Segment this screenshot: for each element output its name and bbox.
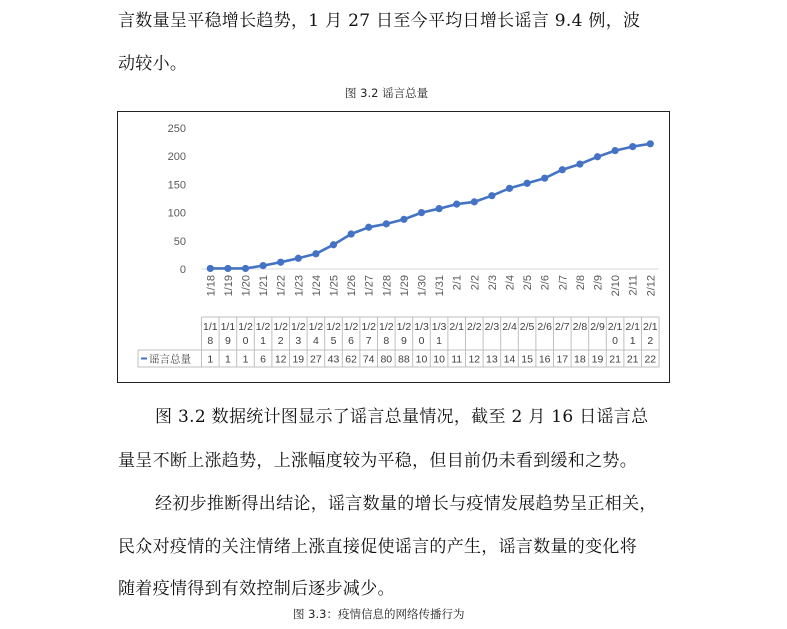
table-value-cell: 22 bbox=[644, 353, 657, 366]
table-header-cell: 2/1 bbox=[449, 321, 465, 333]
table-header-cell: 3 bbox=[295, 335, 302, 347]
table-header-cell: 1/2 bbox=[255, 321, 271, 333]
data-point bbox=[365, 224, 372, 231]
table-value-cell: 21 bbox=[609, 353, 621, 366]
table-value-cell: 15 bbox=[521, 353, 533, 366]
table-value-cell: 18 bbox=[574, 353, 586, 366]
table-value-cell: 62 bbox=[345, 353, 357, 366]
data-point bbox=[453, 201, 460, 208]
table-value-cell: 16 bbox=[538, 353, 551, 366]
table-value-cell: 12 bbox=[274, 353, 287, 366]
table-header-cell: 2/9 bbox=[590, 321, 605, 333]
data-point bbox=[576, 160, 583, 167]
table-header-cell: 2/2 bbox=[466, 321, 482, 333]
data-point bbox=[348, 230, 355, 237]
paragraph-line: 图 3.2 数据统计图显示了谣言总量情况，截至 2 月 16 日谣言总 bbox=[155, 407, 649, 427]
y-tick-label: 0 bbox=[179, 264, 186, 276]
table-header-cell: 1/2 bbox=[361, 321, 377, 333]
paragraph-line: 动较小。 bbox=[118, 54, 188, 74]
table-value-cell: 17 bbox=[556, 353, 569, 366]
paragraph-line: 言数量呈平稳增长趋势，1 月 27 日至今平均日增长谣言 9.4 例，波 bbox=[118, 11, 641, 31]
table-value-cell: 10 bbox=[415, 353, 428, 366]
table-header-cell: 1/2 bbox=[378, 321, 394, 333]
data-point bbox=[295, 255, 302, 262]
data-point bbox=[242, 265, 249, 272]
table-value-cell: 14 bbox=[503, 353, 516, 366]
table-series-label: 谣言总量 bbox=[149, 353, 191, 366]
table-value-cell: 10 bbox=[433, 353, 445, 366]
table-header-cell: 6 bbox=[348, 335, 355, 347]
data-point bbox=[506, 185, 513, 192]
table-header-cell: 1/1 bbox=[220, 321, 236, 333]
x-tick-label: 2/1 bbox=[451, 275, 464, 291]
table-header-cell: 1/2 bbox=[273, 321, 289, 333]
x-tick-label: 1/28 bbox=[381, 275, 394, 297]
table-header-cell: 2/8 bbox=[572, 321, 588, 333]
x-tick-label: 1/19 bbox=[222, 275, 235, 297]
table-header-cell: 1/2 bbox=[308, 321, 324, 333]
table-header-cell: 2/1 bbox=[642, 321, 658, 333]
paragraph-line: 量呈不断上涨趋势，上涨幅度较为平稳，但目前仍未看到缓和之势。 bbox=[118, 451, 637, 471]
x-tick-label: 1/20 bbox=[240, 275, 253, 297]
table-header-cell: 1 bbox=[436, 335, 443, 347]
data-point bbox=[541, 175, 548, 182]
data-point bbox=[612, 147, 619, 154]
data-point bbox=[436, 205, 443, 212]
table-value-cell: 13 bbox=[486, 353, 498, 366]
y-tick-label: 150 bbox=[167, 179, 186, 192]
table-value-cell: 1 bbox=[207, 353, 214, 366]
table-header-cell: 1/2 bbox=[238, 321, 253, 333]
table-header-cell: 2/1 bbox=[607, 321, 623, 333]
table-header-cell: 1/2 bbox=[396, 321, 412, 333]
table-header-cell: 9 bbox=[400, 335, 407, 347]
paragraph-line: 民众对疫情的关注情绪上涨直接促使谣言的产生，谣言数量的变化将 bbox=[118, 537, 637, 557]
x-tick-label: 2/11 bbox=[627, 275, 640, 296]
figure-caption: 图 3.2 谣言总量 bbox=[345, 86, 429, 100]
data-point bbox=[312, 250, 319, 257]
x-tick-label: 1/23 bbox=[293, 275, 306, 297]
table-header-cell: 0 bbox=[242, 335, 249, 347]
x-tick-label: 2/12 bbox=[645, 275, 658, 297]
data-point bbox=[418, 209, 425, 216]
x-tick-label: 2/6 bbox=[539, 275, 552, 291]
table-header-cell: 8 bbox=[207, 335, 214, 347]
table-header-cell: 2/1 bbox=[625, 321, 641, 333]
table-header-cell: 4 bbox=[312, 335, 319, 347]
table-value-cell: 11 bbox=[451, 353, 463, 366]
paragraph-line: 随着疫情得到有效控制后逐步减少。 bbox=[118, 579, 395, 599]
x-tick-label: 2/10 bbox=[610, 274, 623, 297]
table-value-cell: 74 bbox=[362, 353, 375, 366]
table-header-cell: 2/7 bbox=[554, 321, 570, 333]
x-tick-label: 2/4 bbox=[504, 275, 517, 291]
data-point bbox=[488, 192, 495, 199]
x-tick-label: 1/22 bbox=[275, 275, 288, 297]
chart-frame bbox=[117, 111, 670, 383]
table-header-cell: 5 bbox=[330, 335, 337, 347]
y-tick-label: 200 bbox=[167, 151, 186, 164]
x-tick-label: 2/3 bbox=[486, 275, 499, 291]
x-tick-label: 1/18 bbox=[205, 275, 218, 297]
x-tick-label: 1/29 bbox=[398, 275, 411, 297]
table-header-cell: 0 bbox=[612, 335, 619, 347]
x-tick-label: 1/26 bbox=[346, 275, 359, 297]
paragraph-line: 经初步推断得出结论，谣言数量的增长与疫情发展趋势呈正相关， bbox=[155, 494, 657, 514]
data-point bbox=[471, 198, 478, 205]
x-tick-label: 2/9 bbox=[592, 275, 605, 291]
table-value-cell: 88 bbox=[398, 353, 410, 366]
data-point bbox=[330, 241, 337, 248]
x-tick-label: 1/27 bbox=[363, 275, 376, 297]
table-header-cell: 2 bbox=[277, 335, 284, 347]
table-header-cell: 1/2 bbox=[290, 321, 306, 333]
table-header-cell: 1/3 bbox=[414, 321, 429, 333]
table-header-cell: 1 bbox=[629, 335, 636, 347]
next-figure-caption: 图 3.3：疫情信息的网络传播行为 bbox=[293, 607, 465, 621]
data-point bbox=[594, 153, 601, 160]
table-header-cell: 1/1 bbox=[202, 321, 218, 333]
series-line bbox=[210, 144, 650, 269]
table-header-cell: 2/3 bbox=[484, 321, 500, 333]
table-value-cell: 6 bbox=[260, 353, 267, 366]
table-value-cell: 19 bbox=[292, 353, 305, 366]
x-tick-label: 1/24 bbox=[310, 275, 323, 297]
data-point bbox=[260, 262, 267, 269]
x-tick-label: 1/21 bbox=[258, 275, 271, 297]
table-header-cell: 9 bbox=[224, 335, 231, 347]
table-header-cell: 2/4 bbox=[502, 321, 517, 333]
table-value-cell: 19 bbox=[591, 353, 604, 366]
y-tick-label: 250 bbox=[167, 123, 186, 135]
table-value-cell: 12 bbox=[468, 353, 481, 366]
data-point bbox=[383, 220, 390, 227]
table-value-cell: 1 bbox=[224, 353, 231, 366]
data-point bbox=[629, 143, 636, 150]
x-tick-label: 1/25 bbox=[328, 275, 341, 297]
table-value-cell: 80 bbox=[380, 353, 393, 366]
x-tick-label: 2/7 bbox=[557, 275, 570, 291]
table-value-cell: 1 bbox=[242, 353, 249, 366]
data-point bbox=[647, 140, 654, 147]
table-header-cell: 1/2 bbox=[326, 321, 341, 333]
table-value-cell: 21 bbox=[626, 353, 639, 366]
table-header-cell: 0 bbox=[418, 335, 425, 347]
table-header-cell: 1/3 bbox=[431, 321, 447, 333]
line-chart bbox=[118, 112, 671, 384]
table-header-cell: 2 bbox=[647, 335, 654, 347]
data-point bbox=[559, 166, 566, 173]
table-header-cell: 2/6 bbox=[537, 321, 553, 333]
table-value-cell: 43 bbox=[327, 353, 340, 366]
x-tick-label: 1/30 bbox=[416, 275, 429, 297]
table-header-cell: 8 bbox=[383, 335, 390, 347]
x-tick-label: 1/31 bbox=[434, 275, 447, 297]
x-tick-label: 2/8 bbox=[574, 275, 587, 291]
data-point bbox=[524, 180, 531, 187]
data-point bbox=[400, 216, 407, 223]
data-point bbox=[277, 259, 284, 266]
table-header-cell: 1 bbox=[260, 335, 267, 347]
x-tick-label: 2/5 bbox=[522, 275, 535, 291]
table-header-cell: 1/2 bbox=[343, 321, 359, 333]
x-tick-label: 2/2 bbox=[469, 275, 482, 291]
table-value-cell: 27 bbox=[310, 353, 322, 366]
y-tick-label: 100 bbox=[167, 207, 186, 220]
table-header-cell: 7 bbox=[365, 335, 372, 347]
table-header-cell: 2/5 bbox=[519, 321, 535, 333]
y-tick-label: 50 bbox=[173, 235, 186, 248]
data-point bbox=[207, 265, 214, 272]
data-point bbox=[224, 265, 231, 272]
